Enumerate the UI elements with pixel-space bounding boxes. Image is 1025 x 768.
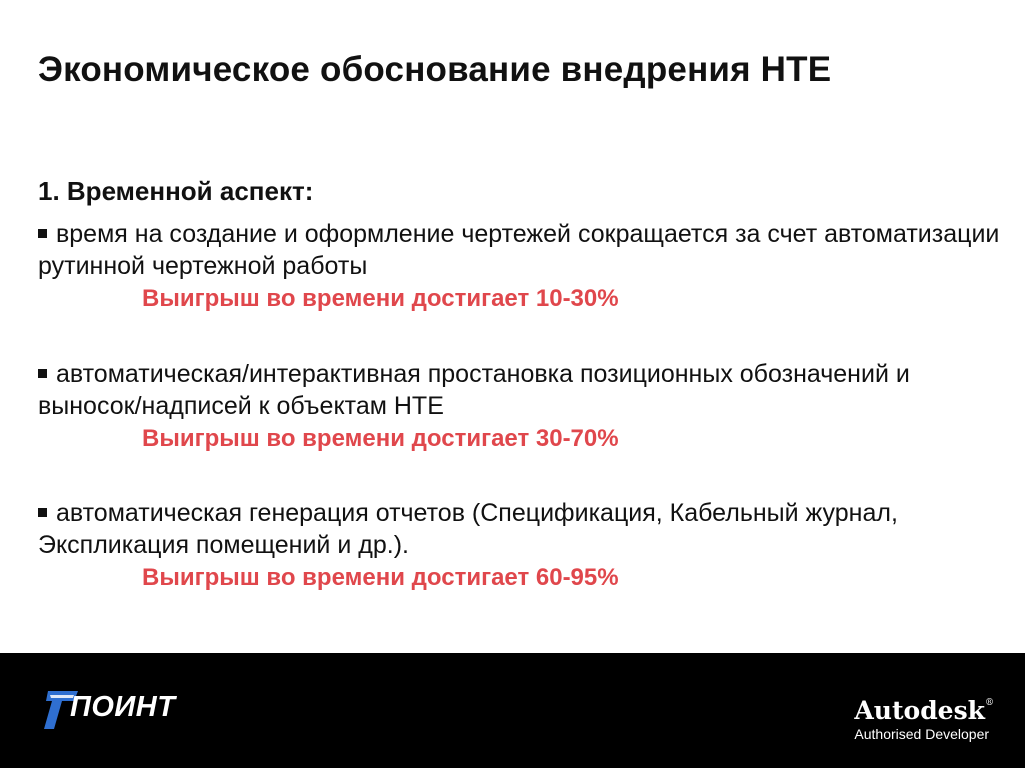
autodesk-brand-text: Autodesk	[854, 696, 985, 725]
registered-mark: ®	[985, 698, 994, 708]
bullet-point-text: время на создание и оформление чертежей сокращается за счет автоматизации рутинной чертежной работы	[38, 220, 1000, 280]
bullet-point-3	[38, 497, 1013, 595]
point-logo-text: ПОИНТ	[70, 691, 176, 723]
time-gain-text: Выигрыш во времени достигает 60-95%	[142, 564, 619, 591]
bullet-point-text: автоматическая генерация отчетов (Спецификация, Кабельный журнал, Экспликация помещений и др.).	[38, 499, 898, 559]
square-bullet-icon	[38, 508, 47, 517]
point-logo	[40, 687, 190, 733]
bullet-point-2	[38, 358, 1013, 456]
bullet-point-1	[38, 218, 1013, 316]
square-bullet-icon	[38, 369, 47, 378]
autodesk-subtitle: Authorised Developer	[854, 726, 990, 742]
autodesk-brand	[854, 688, 994, 726]
autodesk-logo	[854, 688, 994, 742]
time-gain-text: Выигрыш во времени достигает 30-70%	[142, 425, 619, 452]
section-heading: 1. Временной аспект:	[38, 176, 314, 206]
time-gain-text: Выигрыш во времени достигает 10-30%	[142, 285, 619, 312]
slide-title: Экономическое обоснование внедрения НТЕ	[38, 50, 832, 89]
square-bullet-icon	[38, 229, 47, 238]
bullet-point-text: автоматическая/интерактивная простановка позиционных обозначений и выносок/надписей к объектам НТЕ	[38, 360, 910, 420]
footer-bar	[0, 653, 1025, 768]
